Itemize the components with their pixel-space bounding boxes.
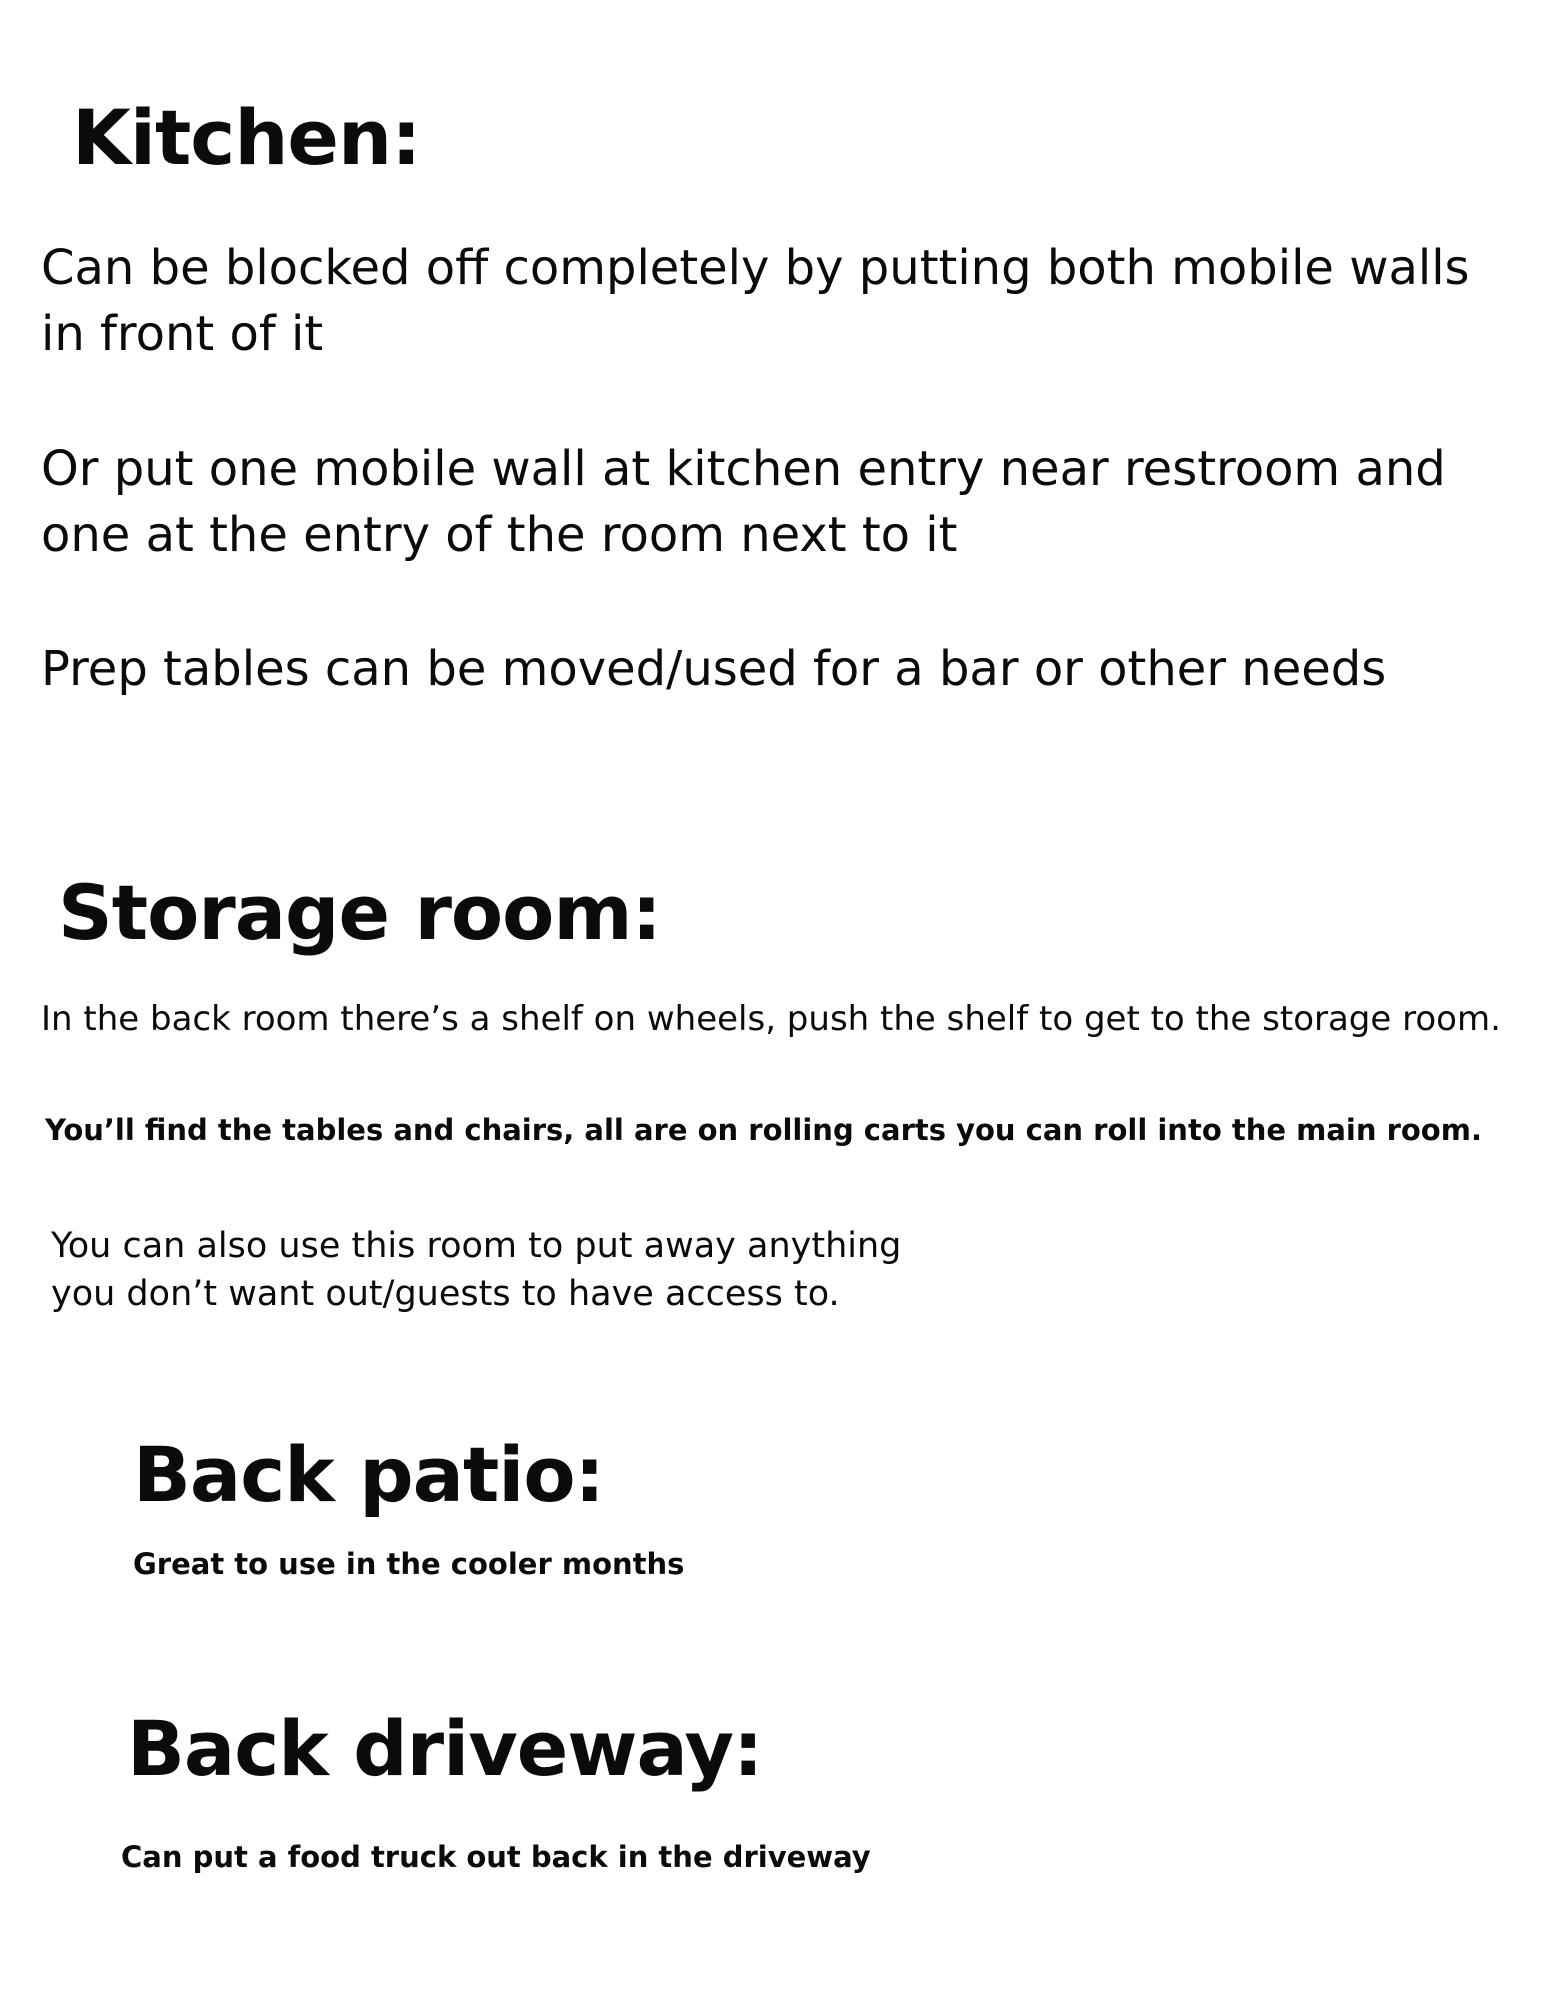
back-driveway-heading: Back driveway: <box>127 1704 763 1793</box>
storage-paragraph-shelf: In the back room there’s a shelf on wheels, push the shelf to get to the storage room. <box>41 999 1501 1039</box>
kitchen-heading: Kitchen: <box>72 93 421 182</box>
kitchen-paragraph-mobile-walls <box>41 235 1470 367</box>
kitchen-paragraph-entry-walls <box>41 436 1446 568</box>
back-driveway-paragraph: Can put a food truck out back in the driveway <box>121 1840 871 1874</box>
text-line: Or put one mobile wall at kitchen entry near restroom and <box>41 441 1446 497</box>
storage-paragraph-put-away <box>51 1222 901 1318</box>
back-patio-paragraph: Great to use in the cooler months <box>133 1547 685 1581</box>
storage-paragraph-tables-chairs: You’ll find the tables and chairs, all are on rolling carts you can roll into the main room. <box>45 1113 1482 1147</box>
text-line: Can be blocked off completely by putting both mobile walls <box>41 240 1470 296</box>
text-line: in front of it <box>41 306 324 362</box>
kitchen-paragraph-prep-tables: Prep tables can be moved/used for a bar or other needs <box>41 641 1387 697</box>
text-line: You can also use this room to put away anything <box>51 1226 902 1266</box>
back-patio-heading: Back patio: <box>133 1430 604 1519</box>
storage-room-heading: Storage room: <box>58 868 661 957</box>
text-line: you don’t want out/guests to have access to. <box>51 1274 840 1314</box>
text-line: one at the entry of the room next to it <box>41 507 958 563</box>
